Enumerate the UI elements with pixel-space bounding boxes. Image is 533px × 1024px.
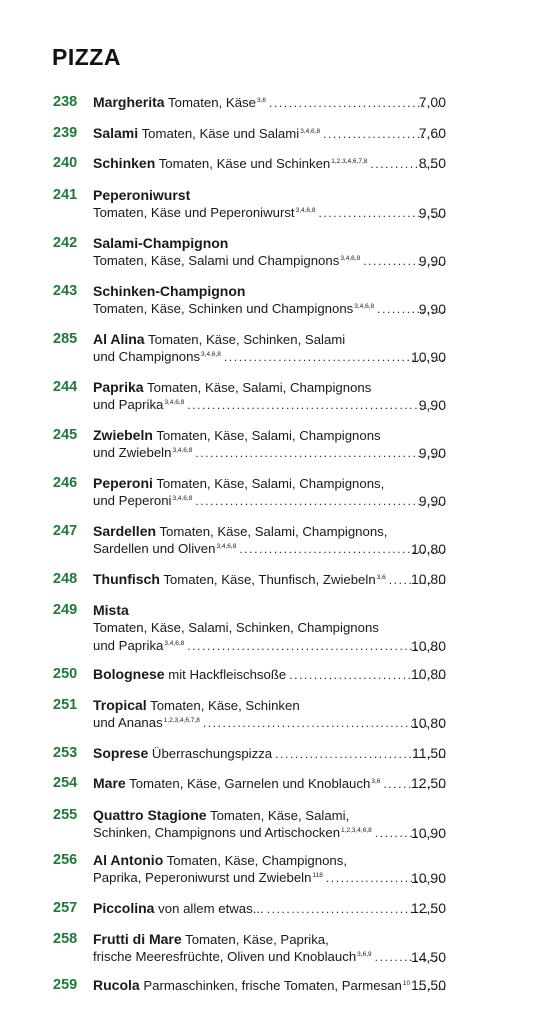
item-line	[93, 378, 445, 396]
item-text	[93, 154, 367, 172]
item-text	[93, 330, 345, 348]
item-text	[93, 252, 360, 270]
allergen-reference: 3,4,6,8	[295, 206, 316, 214]
item-text	[93, 601, 129, 619]
section-heading: PIZZA	[52, 44, 121, 70]
item-price: 12,50	[410, 900, 446, 916]
item-number: 251	[53, 697, 78, 713]
item-description: Tomaten, Käse, Salami, Champignons,	[159, 524, 388, 539]
item-text	[93, 444, 192, 462]
item-price: 12,50	[410, 775, 446, 791]
item-description: Parmaschinken, frische Tomaten, Parmesan	[143, 978, 402, 993]
item-name: Bolognese	[93, 666, 165, 682]
item-description: Tomaten, Käse, Salami und Champignons	[93, 253, 340, 268]
item-price: 10,80	[410, 571, 446, 587]
item-name: Zwiebeln	[93, 427, 153, 443]
item-line	[93, 637, 445, 655]
item-price: 9,50	[418, 205, 446, 221]
allergen-reference: 3,6,9	[357, 950, 372, 958]
item-number: 255	[53, 807, 78, 823]
allergen-reference: 3,4,6,8	[164, 398, 185, 406]
item-text	[93, 824, 372, 842]
item-line	[93, 474, 445, 492]
allergen-reference: 3,4,6,8	[216, 542, 237, 550]
allergen-reference: 3,4,6,8	[201, 350, 221, 358]
item-text	[93, 774, 380, 792]
item-description: mit Hackfleischsoße	[168, 667, 287, 682]
item-number: 244	[53, 379, 78, 395]
item-price: 10,80	[410, 666, 446, 682]
item-name: Salami	[93, 125, 139, 141]
item-number: 246	[53, 475, 78, 491]
allergen-reference: 3,4,6,8	[300, 127, 321, 135]
item-price: 9,90	[418, 253, 446, 269]
item-description: Tomaten, Käse, Garnelen und Knoblauch	[129, 776, 371, 791]
item-text	[93, 637, 184, 655]
item-description: Tomaten, Käse, Salami,	[210, 808, 350, 823]
item-text	[93, 899, 264, 917]
item-number: 242	[53, 235, 78, 251]
item-number: 259	[53, 977, 78, 993]
item-text	[93, 93, 266, 111]
item-name: Peperoniwurst	[93, 187, 191, 203]
item-line	[93, 570, 445, 588]
item-number: 243	[53, 283, 78, 299]
item-line	[93, 665, 445, 683]
item-description: Tomaten, Käse, Salami, Champignons	[156, 428, 381, 443]
item-price: 15,50	[410, 977, 446, 993]
allergen-reference: 3,4,6,8	[340, 254, 361, 262]
item-price: 9,90	[418, 397, 446, 413]
item-description: Sardellen und Oliven	[93, 541, 216, 556]
item-number: 256	[53, 852, 78, 868]
item-text	[93, 348, 221, 366]
item-description: Überraschungspizza	[151, 746, 273, 761]
item-text	[93, 378, 371, 396]
item-number: 258	[53, 931, 78, 947]
item-name: Salami-Champignon	[93, 235, 229, 251]
item-name: Mista	[93, 602, 129, 618]
item-name: Quattro Stagione	[93, 807, 207, 823]
item-price: 10,90	[410, 825, 446, 841]
item-text	[93, 522, 387, 540]
item-name: Rucola	[93, 977, 140, 993]
item-text	[93, 204, 315, 222]
item-line	[93, 234, 445, 252]
item-text	[93, 619, 379, 637]
item-line	[93, 396, 445, 414]
item-text	[93, 930, 329, 948]
item-text	[93, 570, 386, 588]
allergen-reference: 1,2,3,4,6,7,8	[331, 157, 368, 165]
item-line	[93, 601, 445, 619]
item-number: 239	[53, 125, 78, 141]
item-line	[93, 444, 445, 462]
item-description: Tomaten, Käse, Salami, Schinken, Champignons	[93, 620, 379, 635]
item-text	[93, 492, 192, 510]
item-name: Piccolina	[93, 900, 155, 916]
item-price: 10,90	[410, 870, 446, 886]
allergen-reference: 1,2,3,4,6,8	[341, 826, 372, 834]
item-description: Tomaten, Käse und Salami	[141, 126, 300, 141]
item-line	[93, 869, 445, 887]
item-text	[93, 806, 349, 824]
item-number: 245	[53, 427, 78, 443]
item-text	[93, 540, 236, 558]
item-number: 254	[53, 775, 78, 791]
item-line	[93, 744, 445, 762]
item-text	[93, 976, 410, 994]
item-description: Schinken, Champignons und Artischocken	[93, 825, 341, 840]
item-text	[93, 869, 323, 887]
item-line	[93, 522, 445, 540]
item-description: und Zwiebeln	[93, 445, 172, 460]
allergen-reference: 3,6	[256, 96, 267, 104]
item-name: Schinken	[93, 155, 156, 171]
item-price: 14,50	[410, 949, 446, 965]
item-line	[93, 348, 445, 366]
item-line	[93, 851, 445, 869]
item-text	[93, 744, 272, 762]
item-price: 9,90	[418, 493, 446, 509]
item-description: Tomaten, Käse und Schinken	[158, 156, 331, 171]
item-text	[93, 396, 184, 414]
item-line	[93, 976, 445, 994]
item-number: 249	[53, 602, 78, 618]
item-price: 7,00	[418, 94, 446, 110]
allergen-reference: 118	[312, 871, 323, 879]
allergen-reference: 3,6	[376, 573, 386, 581]
item-description: und Paprika	[93, 638, 164, 653]
item-number: 247	[53, 523, 78, 539]
item-description: Tomaten, Käse, Schinken und Champignons	[93, 301, 354, 316]
allergen-reference: 3,4,6,8	[172, 446, 193, 454]
allergen-reference: 3,6	[371, 777, 381, 785]
item-description: Tomaten, Käse, Schinken, Salami	[148, 332, 346, 347]
item-description: Tomaten, Käse, Salami, Champignons	[147, 380, 372, 395]
item-description: Paprika, Peperoniwurst und Zwiebeln	[93, 870, 312, 885]
item-number: 250	[53, 666, 78, 682]
item-text	[93, 474, 384, 492]
item-name: Soprese	[93, 745, 149, 761]
item-name: Sardellen	[93, 523, 157, 539]
item-description: und Peperoni	[93, 493, 172, 508]
item-line	[93, 426, 445, 444]
item-line	[93, 300, 445, 318]
item-line	[93, 948, 445, 966]
item-line	[93, 540, 445, 558]
item-text	[93, 300, 374, 318]
item-price: 11,50	[412, 745, 446, 761]
item-number: 253	[53, 745, 78, 761]
item-line	[93, 186, 445, 204]
item-description: und Paprika	[93, 397, 164, 412]
item-text	[93, 851, 347, 869]
item-line	[93, 204, 445, 222]
item-description: frische Meeresfrüchte, Oliven und Knoblauch	[93, 949, 357, 964]
item-price: 10,80	[410, 638, 446, 654]
allergen-reference: 10	[402, 979, 411, 987]
item-line	[93, 696, 445, 714]
item-text	[93, 124, 320, 142]
item-description: von allem etwas...	[158, 901, 264, 916]
allergen-reference: 1,2,3,4,6,7,8	[163, 716, 200, 724]
item-name: Margherita	[93, 94, 165, 110]
item-text	[93, 665, 286, 683]
item-number: 240	[53, 155, 78, 171]
item-text	[93, 426, 381, 444]
item-description: Tomaten, Käse, Salami, Champignons,	[156, 476, 385, 491]
item-text	[93, 948, 372, 966]
item-price: 7,60	[418, 125, 446, 141]
item-line	[93, 330, 445, 348]
item-line	[93, 899, 445, 917]
item-number: 238	[53, 94, 78, 110]
item-number: 285	[53, 331, 78, 347]
item-line	[93, 774, 445, 792]
item-description: und Ananas	[93, 715, 163, 730]
item-description: Tomaten, Käse, Schinken	[150, 698, 300, 713]
item-number: 257	[53, 900, 78, 916]
item-number: 241	[53, 187, 78, 203]
item-line	[93, 824, 445, 842]
item-description: Tomaten, Käse	[168, 95, 256, 110]
item-name: Mare	[93, 775, 126, 791]
item-text	[93, 696, 300, 714]
item-name: Thunfisch	[93, 571, 160, 587]
item-line	[93, 93, 445, 111]
item-name: Al Antonio	[93, 852, 164, 868]
item-description: und Champignons	[93, 349, 201, 364]
item-name: Frutti di Mare	[93, 931, 182, 947]
item-name: Peperoni	[93, 475, 153, 491]
item-line	[93, 714, 445, 732]
item-text	[93, 282, 245, 300]
item-text	[93, 234, 228, 252]
item-name: Al Alina	[93, 331, 145, 347]
item-line	[93, 619, 445, 637]
item-name: Schinken-Champignon	[93, 283, 246, 299]
allergen-reference: 3,4,6,8	[172, 494, 193, 502]
item-text	[93, 186, 190, 204]
item-price: 10,80	[410, 541, 446, 557]
item-description: Tomaten, Käse, Champignons,	[166, 853, 348, 868]
item-price: 10,90	[410, 349, 446, 365]
allergen-reference: 3,4,6,8	[354, 302, 375, 310]
item-line	[93, 124, 445, 142]
item-name: Tropical	[93, 697, 147, 713]
item-description: Tomaten, Käse und Peperoniwurst	[93, 205, 295, 220]
item-description: Tomaten, Käse, Thunfisch, Zwiebeln	[163, 572, 376, 587]
allergen-reference: 3,4,6,8	[164, 639, 185, 647]
item-name: Paprika	[93, 379, 144, 395]
item-description: Tomaten, Käse, Paprika,	[185, 932, 329, 947]
item-line	[93, 154, 445, 172]
item-number: 248	[53, 571, 78, 587]
item-text	[93, 714, 200, 732]
item-line	[93, 930, 445, 948]
item-price: 8,50	[418, 155, 446, 171]
item-line	[93, 282, 445, 300]
item-price: 9,90	[418, 301, 446, 317]
item-price: 9,90	[418, 445, 446, 461]
item-line	[93, 806, 445, 824]
item-line	[93, 492, 445, 510]
item-line	[93, 252, 445, 270]
item-price: 10,80	[410, 715, 446, 731]
